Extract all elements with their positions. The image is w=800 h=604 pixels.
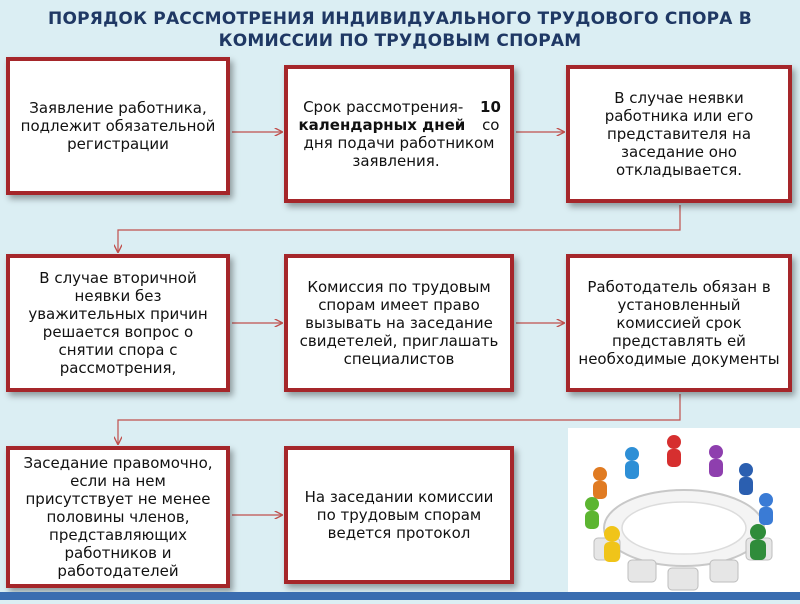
step-deadline [284,65,514,203]
step-second-absence [6,254,230,392]
step-deadline-text [288,98,510,170]
step-registration-text: Заявление работника, подлежит обязательной регистрации [20,99,216,153]
step-quorum [6,446,230,588]
step-postponement-text: В случае неявки работника или его представителя на заседание оно откладывается. [604,89,754,179]
team-round-table-icon [568,428,800,600]
step-protocol-text: На заседании комиссии по трудовым спорам ведется протокол [304,488,494,542]
page-title [20,8,780,52]
step-second-absence-text: В случае вторичной неявки без уважительных причин решается вопрос о снятии спора с рассмотрения, [28,269,208,377]
arrow-b3-b4 [118,205,680,252]
bottom-strip [0,592,800,600]
step-deadline-post: со дня подачи работником заявления. [303,116,500,170]
step-deadline-pre: Срок рассмотрения- [303,98,464,116]
step-employer-documents-text: Работодатель обязан в установленный комиссией срок представлять ей необходимые документы [578,278,780,368]
step-postponement [566,65,792,203]
step-deadline-bold: 10 календарных дней [298,98,501,134]
step-employer-documents [566,254,792,392]
title-line-1: ПОРЯДОК РАССМОТРЕНИЯ ИНДИВИДУАЛЬНОГО ТРУДОВОГО СПОРА В [48,9,752,29]
step-protocol [284,446,514,584]
title-line-2: КОМИССИИ ПО ТРУДОВЫМ СПОРАМ [218,31,582,51]
step-commission-rights [284,254,514,392]
step-commission-rights-text: Комиссия по трудовым спорам имеет право вызывать на заседание свидетелей, приглашать специалистов [299,278,499,368]
step-quorum-text: Заседание правомочно, если на нем присутствует не менее половины членов, представляющих работников и работодателей [23,454,213,580]
step-registration [6,57,230,195]
